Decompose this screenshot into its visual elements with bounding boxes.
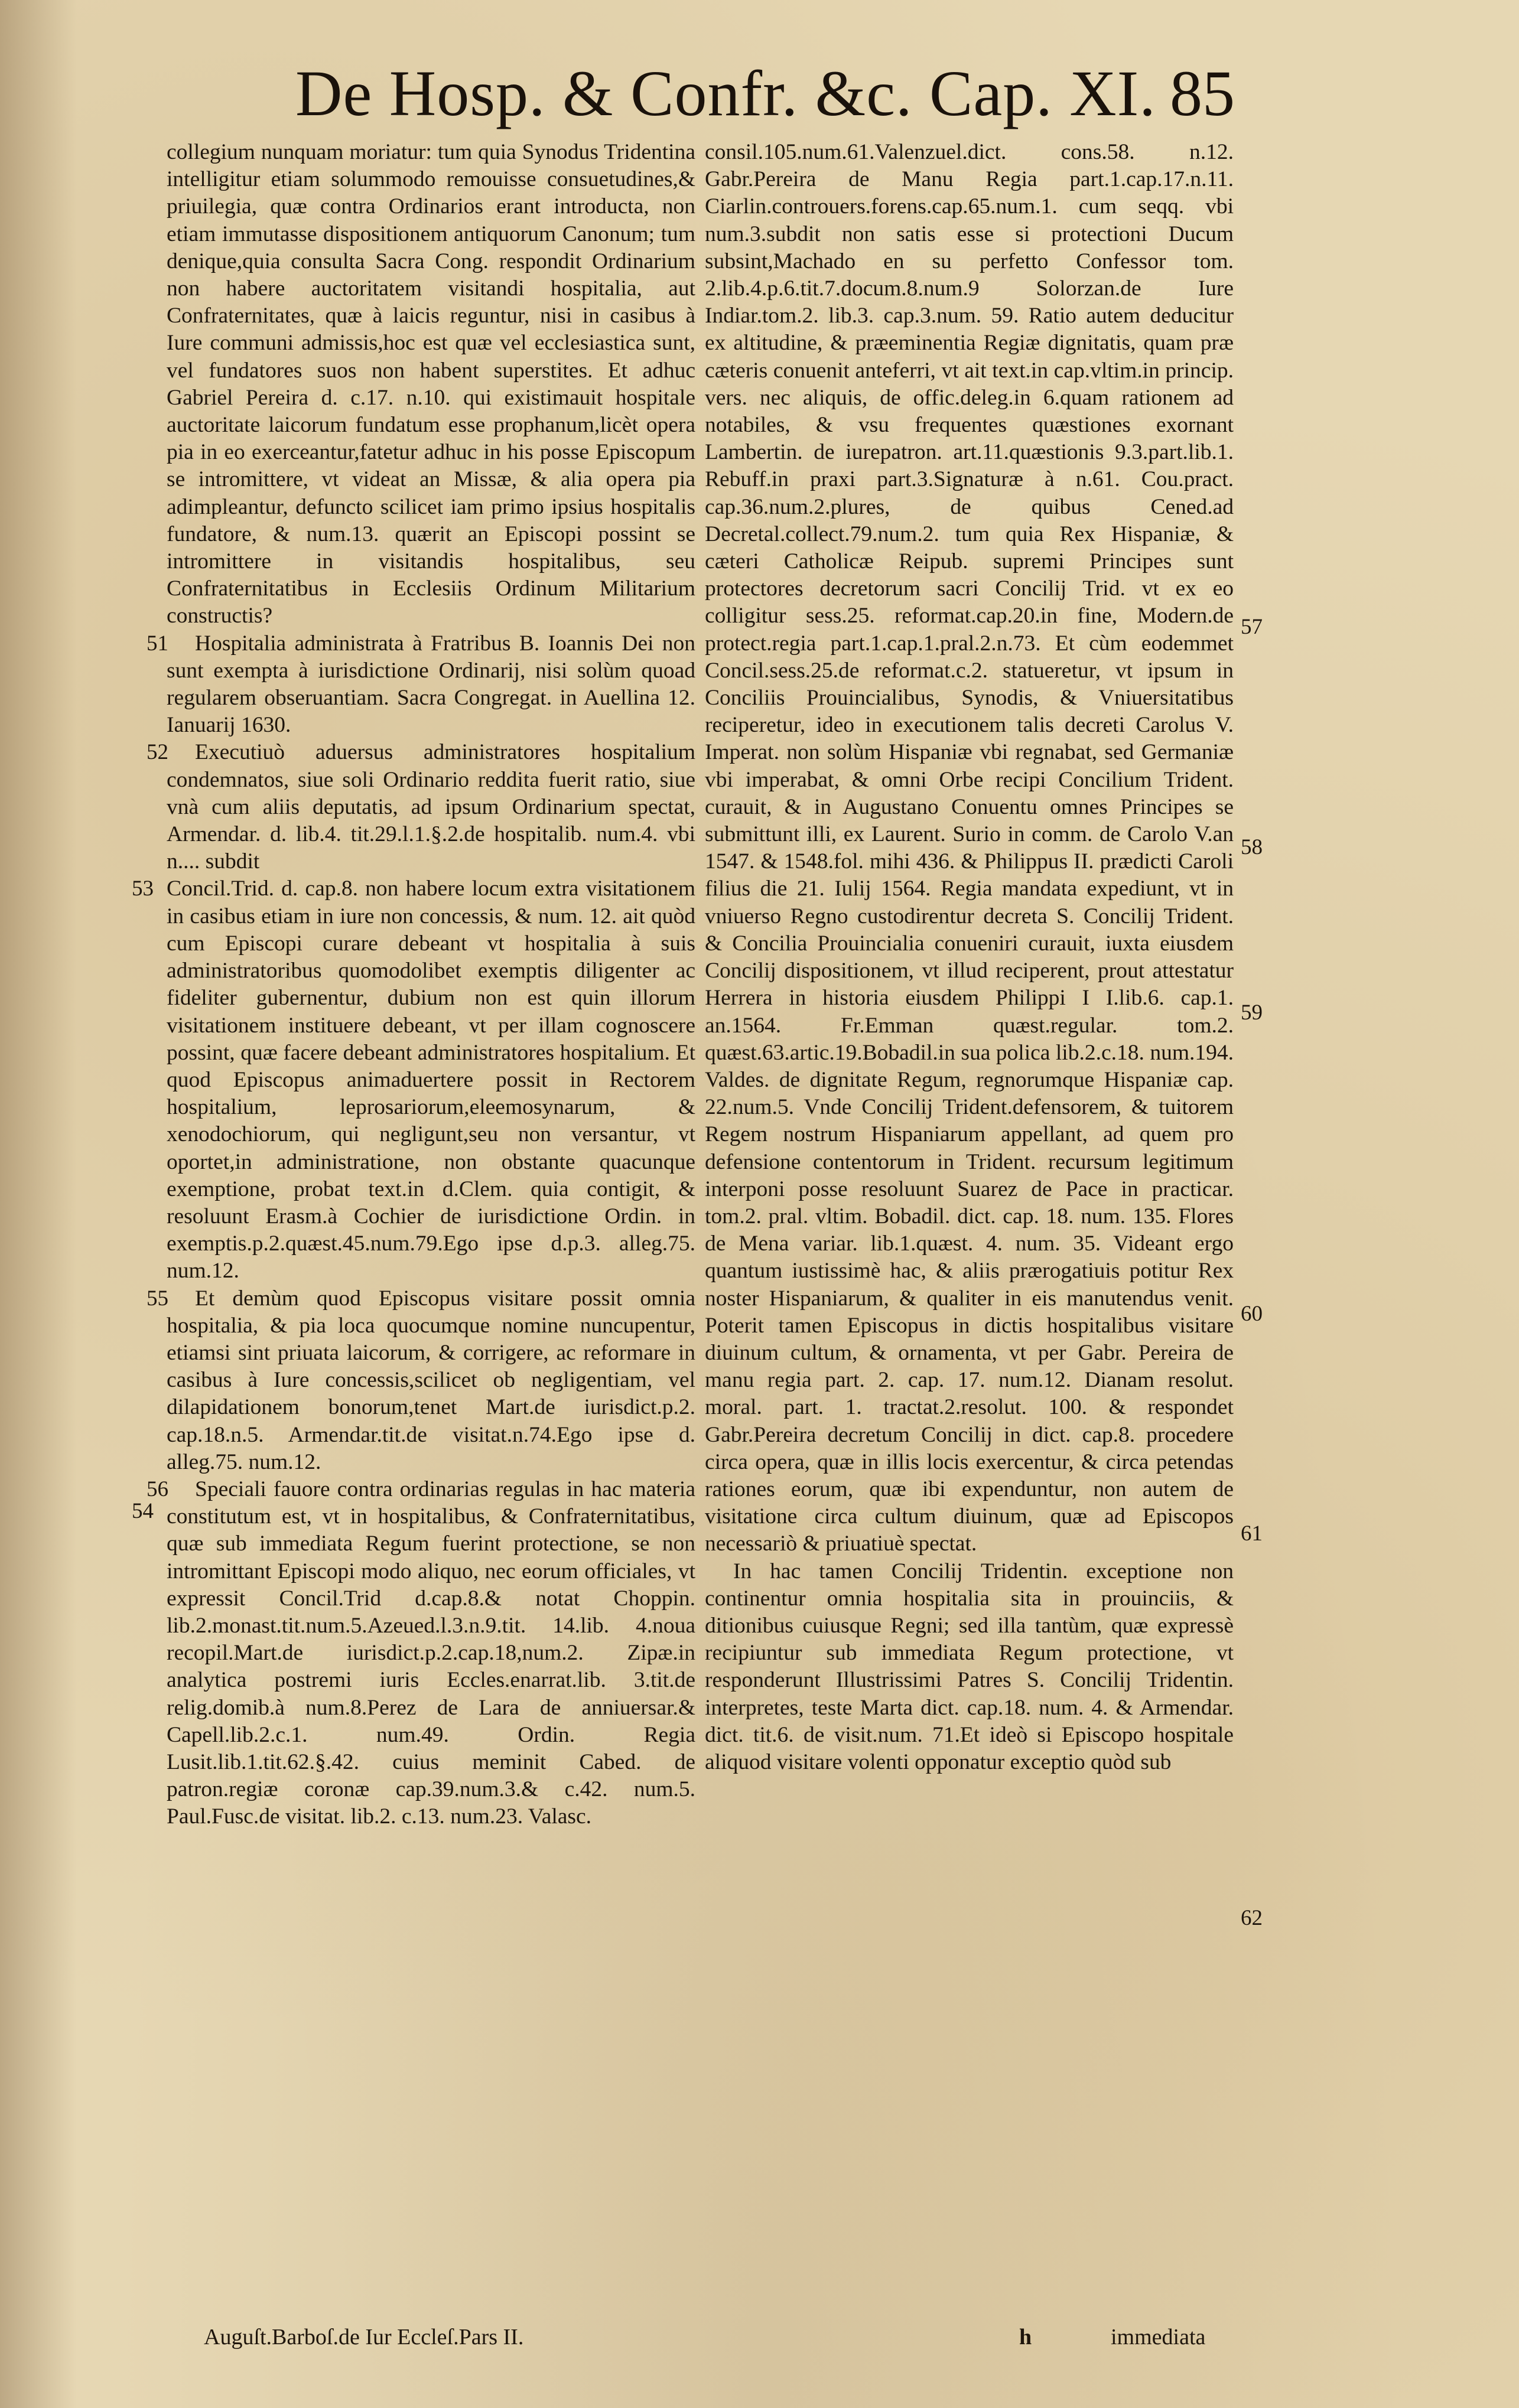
paragraph-number: 56 — [147, 1477, 168, 1501]
margin-number: 58 — [1241, 835, 1263, 859]
margin-number: 57 — [1241, 615, 1263, 639]
signature-mark: h — [1019, 2325, 1032, 2350]
paragraph-number: 51 — [147, 631, 168, 656]
left-paragraph: 56 Speciali fauore contra ordinarias regulas in hac materia constitutum est, vt in hospitalibus, & Confraternitatibus, quæ sub immediata Regum fuerint protectione, se non intromittant Episcopi modo aliquo, nec eorum officiales, vt expressit Concil.Trid d.cap.8.& notat Choppin. lib.2.monast.tit.num.5.Azeued.l.3.n.9.tit. 14.lib. 4.noua recopil.Mart.de iurisdict.p.2.cap.18,num.2. Zipæ.in analytica postremi iuris Eccles.enarrat.lib. 3.tit.de relig.domib.à num.8.Perez de Lara de anniuersar.& Capell.lib.2.c.1. num.49. Ordin. Regia Lusit.lib.1.tit.62.§.42. cuius meminit Cabed. de patron.regiæ coronæ cap.39.num.3.& c.42. num.5. Paul.Fusc.de visitat. lib.2. c.13. num.23. Valasc. — [167, 1476, 695, 1831]
left-column — [132, 139, 695, 1831]
left-paragraph: 52 Executiuò aduersus administratores hospitalium condemnatos, siue soli Ordinario reddita fuerit ratio, siue vnà cum aliis deputatis, ad ipsum Ordinarium spectat, Armendar. d. lib.4. tit.29.l.1.§.2.de hospitalib. num.4. vbi n.... subdit — [167, 739, 695, 875]
margin-number: 62 — [1241, 1906, 1263, 1930]
paragraph-number: 54 — [132, 1499, 154, 1524]
page-edge-stain — [0, 0, 77, 2408]
page-number: 85 — [1170, 57, 1235, 129]
catchword: immediata — [1111, 2325, 1206, 2350]
paragraph-number: 53 — [132, 876, 154, 901]
running-title: De Hosp. & Confr. &c. Cap. XI. — [295, 57, 1156, 129]
left-paragraph: collegium nunquam moriatur: tum quia Synodus Tridentina intelligitur etiam solummodo remouisse consuetudines,& priuilegia, quæ contra Ordinarios erant introducta, non etiam immutasse dispositionem antiquorum Canonum; tum denique,quia consulta Sacra Cong. respondit Ordinarium non habere auctoritatem visitandi hospitalia, aut Confraternitates, quæ à laicis reguntur, nisi in casibus à Iure communi admissis,hoc est quæ vel ecclesiastica sunt, vel fundatores suos non habent superstites. Et adhuc Gabriel Pereira d. c.17. n.10. qui existimauit hospitale auctoritate laicorum fundatum esse prophanum,licèt opera pia in eo exerceantur,fatetur adhuc in his posse Episcopum se intromittere, vt videat an Missæ, & alia opera pia adimpleantur, defuncto scilicet iam primo ipsius hospitalis fundatore, & num.13. quærit an Episcopi possint se intromittere in visitandis hospitalibus, seu Confraternitatibus in Ecclesiis Ordinum Militarium constructis? — [167, 140, 695, 628]
page-header — [0, 56, 1519, 151]
footer-reference: Auguſt.Barboſ.de Iur Eccleſ.Pars II. — [204, 2325, 524, 2350]
left-paragraph: 55 Et demùm quod Episcopus visitare possit omnia hospitalia, & pia loca quocumque nomine nuncupentur, etiamsi sint priuata laicorum, & corrigere, ac reformare in casibus à Iure concessis,scilicet ob negligentiam, vel dilapidationem bonorum,tenet Mart.de iurisdict.p.2. cap.18.n.5. Armendar.tit.de visitat.n.74.Ego ipse d. alleg.75. num.12. — [167, 1285, 695, 1476]
right-column — [705, 139, 1234, 1776]
margin-number: 61 — [1241, 1521, 1263, 1546]
right-paragraph: consil.105.num.61.Valenzuel.dict. cons.58. n.12. Gabr.Pereira de Manu Regia part.1.cap.17.n.11. Ciarlin.controuers.forens.cap.65.num.1. cum seqq. vbi num.3.subdit non satis esse si protectioni Ducum subsint,Machado en su perfetto Confessor tom. 2.lib.4.p.6.tit.7.docum.8.num.9 Solorzan.de Iure Indiar.tom.2. lib.3. cap.3.num. 59. Ratio autem deducitur ex altitudine, & præeminentia Regiæ dignitatis, quam præ cæteris conuenit anteferri, vt ait text.in cap.vltim.in princip. vers. nec aliquis, de offic.deleg.in 6.quam rationem ad notabiles, & vsu frequentes quæstiones exornant Lambertin. de iurepatron. art.11.quæstionis 9.3.part.lib.1. Rebuff.in praxi part.3.Signaturæ à n.61. Cou.pract. cap.36.num.2.plures, de quibus Cened.ad Decretal.collect.79.num.2. tum quia Rex Hispaniæ, & cæteri Catholicæ Reipub. supremi Principes sunt protectores decretorum sacri Concilij Trid. vt ex eo colligitur sess.25. reformat.cap.20.in fine, Modern.de protect.regia part.1.cap.1.pral.2.n.73. Et cùm eodemmet Concil.sess.25.de reformat.c.2. statueretur, vt ipsum in Conciliis Prouincialibus, Synodis, & Vniuersitatibus reciperetur, ideo in executionem talis decreti Carolus V. Imperat. non solùm Hispaniæ vbi regnabat, sed Germaniæ vbi imperabat, & omni Orbe recipi Concilium Trident. curauit, & in Augustano Conuentu omnes Principes se submittunt illi, ex Laurent. Surio in comm. de Carolo V.an 1547. & 1548.fol. mihi 436. & Philippus II. prædicti Caroli filius die 21. Iulij 1564. Regia mandata expediunt, vt in vniuerso Regno custodirentur decreta S. Concilij Trident. & Concilia Prouincialia conueniri curauit, iuxta eiusdem Concilij dispositionem, vt illud reciperent, prout attestatur Herrera in historia eiusdem Philippi I I.lib.6. cap.1. an.1564. Fr.Emman quæst.regular. tom.2. quæst.63.artic.19.Bobadil.in sua polica lib.2.c.18. num.194. Valdes. de dignitate Regum, regnorumque Hispaniæ cap. 22.num.5. Vnde Concilij Trident.defensorem, & tuitorem Regem nostrum Hispaniarum appellant, ad quem pro defensione contentorum in Trident. recursum legitimum interponi posse resoluunt Suarez de Pace in practicar. tom.2. pral. vltim. Bobadil. dict. cap. 18. num. 135. Flores de Mena variar. lib.1.quæst. 4. num. 35. Videant ergo quantum iustissimè hac, & aliis prærogatiuis potitur Rex noster Hispaniarum, & qualiter in eis manutendus venit. Poterit tamen Episcopus in dictis hospitalibus visitare diuinum cultum, & ornamenta, vt per Gabr. Pereira de manu regia part. 2. cap. 17. num.12. Dianam resolut. moral. part. 1. tractat.2.resolut. 100. & respondet Gabr.Pereira decretum Concilij in dict. cap.8. procedere circa opera, quæ in illis locis exercentur, & circa petendas rationes eorum, quæ ibi expenduntur, non autem de visitatione circa cultum diuinum, quæ ad Episcopos necessariò & priuatiuè spectat. — [705, 140, 1234, 1556]
page-footer — [0, 2324, 1519, 2360]
margin-number: 59 — [1241, 1001, 1263, 1025]
margin-number: 60 — [1241, 1302, 1263, 1326]
right-paragraph: In hac tamen Concilij Tridentin. exceptione non continentur omnia hospitalia sita in prouinciis, & ditionibus cuiusque Regni; sed illa tantùm, quæ expressè recipiuntur sub immediata Regum protectione, vt responderunt Illustrissimi Patres S. Concilij Tridentin. interpretes, teste Marta dict. cap.18. num. 4. & Armendar. dict. tit.6. de visit.num. 71.Et ideò si Episcopo hospitale aliquod visitare volenti opponatur exceptio quòd sub — [705, 1559, 1234, 1774]
left-paragraph: 53 54 Concil.Trid. d. cap.8. non habere locum extra visitationem in casibus etiam in iure non concessis, & num. 12. ait quòd cum Episcopi curare debeant vt hospitalia à suis administratoribus quomodolibet exemptis diligenter ac fideliter gubernentur, dubium non est quin illorum visitationem instituere debeant, vt per illam cognoscere possint, quæ facere debeant administratores hospitalium. Et quod Episcopus animaduertere possit in Rectorem hospitalium, leprosariorum,eleemosynarum, & xenodochiorum, qui negligunt,seu non versantur, vt oportet,in administratione, non obstante quacunque exemptione, probat text.in d.Clem. quia contigit, & resoluunt Erasm.à Cochier de iurisdictione Ordin. in exemptis.p.2.quæst.45.num.79.Ego ipse d.p.3. alleg.75. num.12. — [167, 875, 695, 1285]
paragraph-number: 52 — [147, 740, 168, 765]
left-paragraph: 51 Hospitalia administrata à Fratribus B. Ioannis Dei non sunt exempta à iurisdictione Ordinarij, nisi solùm quoad regularem obseruantiam. Sacra Congregat. in Auellina 12. Ianuarij 1630. — [167, 630, 695, 739]
paragraph-number: 55 — [147, 1286, 168, 1311]
